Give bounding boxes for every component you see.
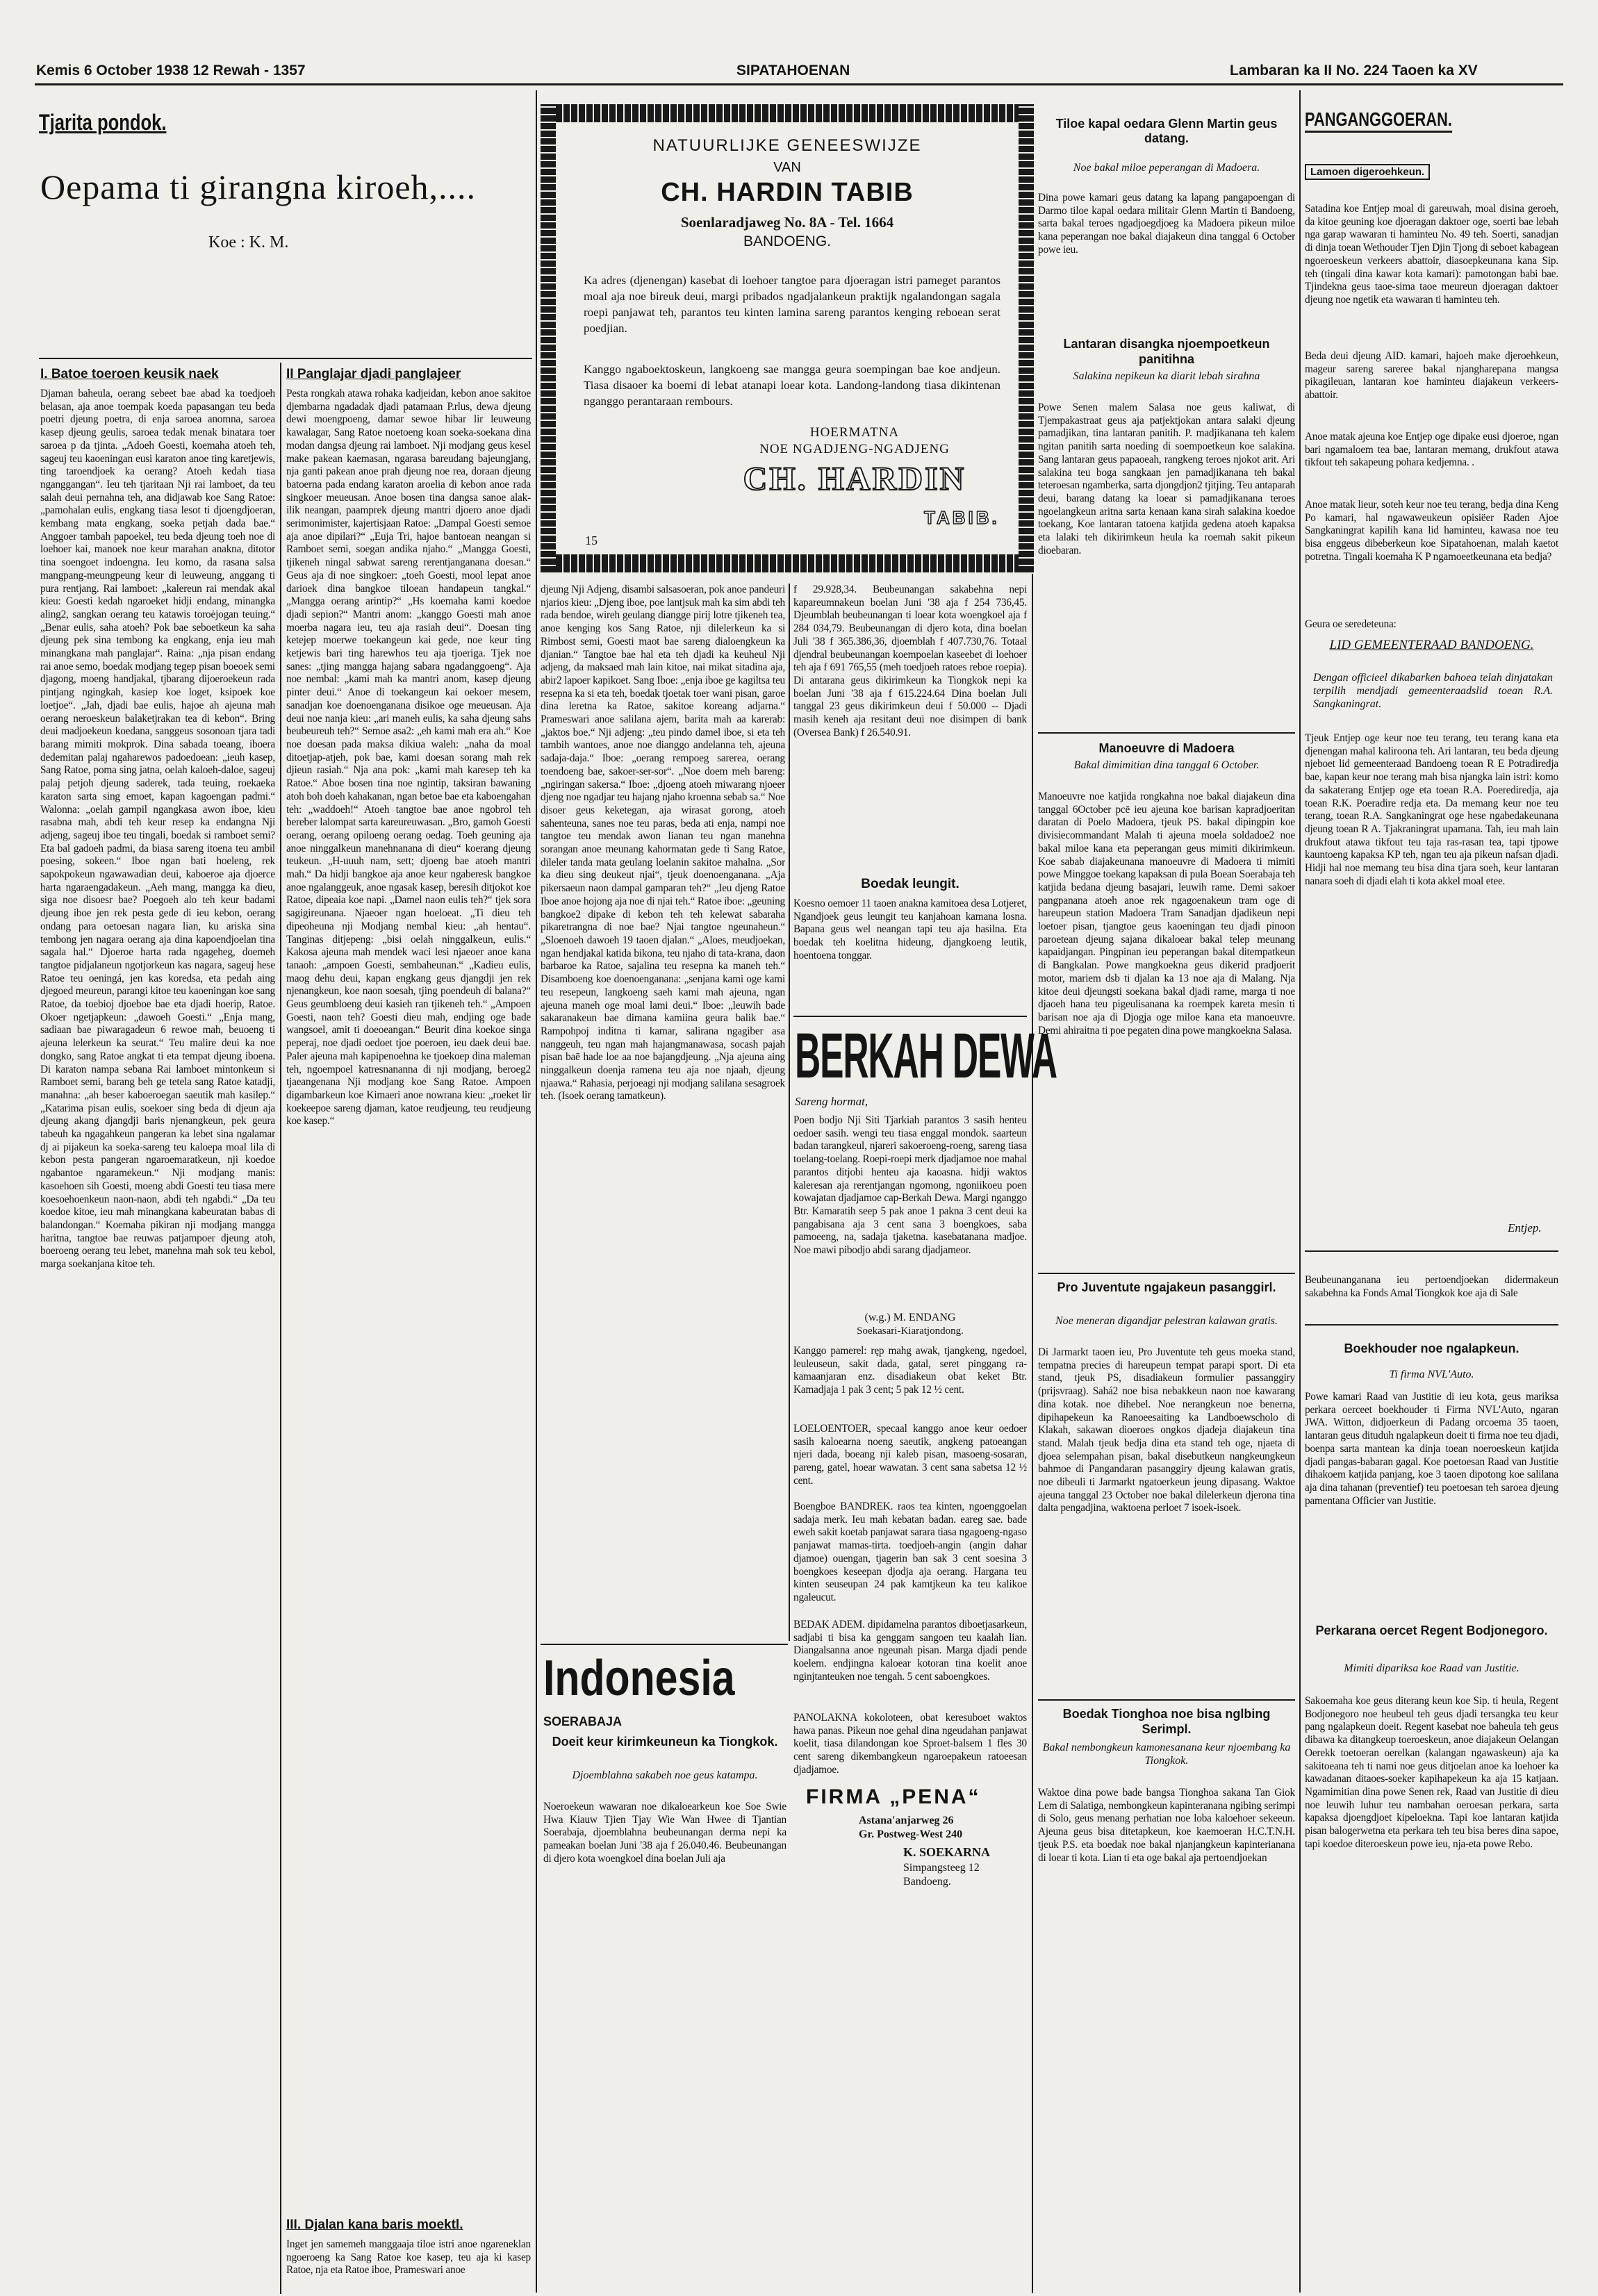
boekhouder-heading: Boekhouder noe ngalapkeun. [1344, 1341, 1519, 1355]
ad-hardin-body2: Kanggo ngaboektoskeun, langkoeng sae mangga geura soempingan bae koe andjeun. Tiasa disaoer ka boemi di lebat atanapi loear kota. Landong-landong tiasa dikintenan nganggo perantaraan rembours. [584, 363, 1000, 408]
berkah-salutation: Sareng hormat, [795, 1095, 868, 1108]
ad-hardin-name: CH. HARDIN TABIB [661, 178, 914, 207]
section-2-heading: II Panglajar djadi panglajeer [286, 367, 461, 381]
berkah-dewa-title: BERKAH DEWA [795, 1021, 1057, 1091]
column-rule [1032, 574, 1033, 2293]
berkah-loeloentoer: LOELOENTOER, specaal kanggo anoe keur oedoer sasih kaloearna noeng saeutik, angkeng patoeangan njeri dada, boeang nji kaleb pisan, masoeng-sosaran, pareng, gatel, hoear wawatan. 3 cent sana sabetsa 12 ½ cent. [793, 1423, 1027, 1487]
madoera-heading: Manoeuvre di Madoera [1098, 741, 1235, 755]
panganggoeran-text-2: Beda deui djeung AID. kamari, hajoeh make djeroehkeun, mageur sareng sareree bakal njangharepana mangsa pikagileuan, lantaran koe haminteu diajakeun verkeers-abattoir. [1305, 350, 1558, 402]
madoera-subheading: Bakal dimimitian dina tanggal 6 October. [1073, 759, 1260, 771]
column-rule [789, 584, 790, 1641]
ad-hardin-closing: HOERMATNA [809, 425, 900, 440]
section-3-text: Inget jen samemeh manggaaja tiloe istri anoe ngareneklan ngoeroeng ka Sang Ratoe koe kasep, teu aja ki kasep Ratoe, nja eta Ratoe iboe, Prameswari anoe [286, 2238, 531, 2277]
ad-border-right [1019, 104, 1034, 572]
masthead-rule [35, 83, 1563, 85]
tionghoa-heading: Boedak Tionghoa noe bisa nglbing Serimpl. [1062, 1707, 1271, 1736]
berkah-firma: FIRMA „PENA“ [806, 1785, 981, 1808]
separator [1305, 1324, 1558, 1325]
story-continuation-text: djeung Nji Adjeng, disambi salsasoeran, pok anoe pandeuri njarios kieu: „Djeng iboe, poe lantjsuk mah ka sim abdi teh rada bendoe, wireh geulang diangge pirij lotre tjikeneh tea, anoe kenging kos Sang Ratoe, nji dilelerkeun ka si Rimbost semi, Goesti maot bae sareng dialoengkeun ka djanian.“ Tangtoe bae hal eta teh djadi ka keuheul Nji adjeng, da maksaed mah lain kitoe, nai mikat sitadina aja, abir2 lapoer kapikoet. Sang Iboe: „enja iboe ge kagiltsa teu resepna ka si eta teh, boedak tjoetak toer wani pisan, garoe dina leretna ka Ratoe, sakitoe koreang adjarna.“ Prameswari anoe salilana ajem, barita mah aa karerab: „jaktos boe.“ Nji adjeng: „teu pindo damel iboe, si eta teh tambih wantoes, anoe noe dianggo andelanna teh, ajeuna sadaja-daja.“ Iboe: „oerang rempoeg sarerea, oerang toendoeng bae, sakoer-ser-sor“. „Noe doem meh bareng: „ngiringan sakersa.“ Iboe: „djoeng atoeh miwarang njoeer djeng noe ngadjar teu hajang njaho kroenna sebab sa.“ Noe disoer geus keketegan, aja wirasat gorong, atoeh sahenteuna, sanes noe teu paras, beda ati enja, nampi noe tangtoe teu mendak awon lianan teu ngan manehna sorangan anoe meunang kahormatan gede ti Sang Ratoe, dileler tanda mata geulang loelanin sakitoe mahalna. „Sor ka dieu sing deukeut njai“, tjeuk doenoenganana. „Aja pikersaeun naon dampal gamparan teh?“ „Ieu djeng Ratoe Iboe anoe hojong aja noe di njai teh.“ Ratoe iboe: „geuning bangkoe2 dipake di kebon teh teh kelewat sabaraha pikaretrangna di noe bae? Njai tangtoe ngeunaheun.“ „Sloenoeh dawoeh 19 taoen djalan.“ „Aloes, meudjoekan, ngan hendjakal katida bikona, teu njaho di tata-krana, daon barbaroe ka Ratoe, sajalina teu resepna ka maneh teh.“ Disamboeng koe doenoenganana: „senjana kami oge kami teu resepeun, langkoeng saeh kami mah ajeuna, ngan ajeuna maneh oge moal lami deui.“ Iboe: „leuwih bade sakaranakeun bae dimana kamiina geura balik bae.“ Rampohpoj inditna ti kamar, salirana ngagiber asa nanggeuh, teu ngan mah hajangmanawasa, socash pajah pisan baē hade loe aa noe bajangdjeung. „Nja ajeuna aing ninggalkeun doenja ramena teu aja noe njaah, djeung njaawa.“ Rahasia, perjoeagi nji modjang salilana sesagroek teh. (Isoek oerang tamatkeun). [541, 584, 785, 1102]
panganggoeran-heading: PANGANGGOERAN. [1305, 108, 1452, 133]
section-1-text: Djaman baheula, oerang sebeet bae abad ka toedjoeh belasan, aja anoe toempak koeda papasangan teu beda poetri djeung poetra, di enja saroea anomna, saroea kasep djeung geulis, saroea tedak menak binatara toer saroea p da tjinta. „Adoeh Goesti, koemaha atoeh teh, sageuj teu kaoeningan eusi karaton anoe ting karetjewis, ting taroendjoek ka oerang? Atoeh kedah tiasa nganggangan“. Ieu teh tjaritaan Nji rai lamboet, da teu salah deui pernahna teh, ana didjawab koe Sang Ratoe: „pamohalan eulis, engkang tiasa lesot ti djoengdjoeran, kembang mata engkang, soeka petjah dada bae.“ Anggoer tambah papoekeł, teu beda djeung toeh noe di loehoer kai, manoek noe keur marahan anakna, ditotor tina soengoet indoengna. Ieu komo, da rasana salsa mangpang-meungpeung keur di leuweung, anggang ti pura rentjang. Rai lamboet: „kalereun rai mendak akal kieu: Goesti kedah ngaroeket hidji endang, minangka aling2, sangkan oerang teu katawis toroėjogan teuing.“ „Benar eulis, saha atoeh? Pok bae seboetkeun ka saha djeung pek sina tembong ka engkang, enja ieu mah minangkana mah panglajar“. Raina: „nja pisan endang rai anoe semo, boedak modjang tegep pisan boeoek semi djagong, moeng handjakal, tjbarang dijoeroekeun rada pintjang ngingkah, kasiep koe loget, ksipoek koe loetjoe“. „Jah, djadi bae eulis, hajoe ah ajeuna mah oerang neroeskeun balaketjrakan tea di kebon“. Bring deui madjoekeun koedana, sanggeus sosonoan tjara tadi barang mimiti mokprok. Dina sabada toeang, iboera dedemitan palaj ngaharewos padoedoean: „ieuh kasep, Sang Ratoe, poma sing jatna, oelah kaloeh-daloe, sageuj palaj petjoh djeung saderek, tada teuing, roekaeka karaton sarta sing emoet, kapan kagoengan padmi.“ Walonna: „oelah gampil ngangkasa awon iboe, kieu rasabna mah, abdi teh keur resep ka endangna Nji adjeng, sageuj iboe teu tingali, boedak si ramboet semi? Eta bal gadoeh padmi, da biasa sareng itoena teu ambil poesing, sokeen.“ Iboe ngan bati hoeleng, rek sapokpokeun ngawawadian deui, kaboeroe aja djoerce harta ngaraengadakeun. „Aeh mang, mangga ka dieu, siga noe disoesr bae? Poegoeh alo teh keur badami djeung iboe jen rek pesta gede di ieu kebon, oerang ondang para oetoesan nagara lian, ku ariska sina tembong jen nagara oerang aja dina kapoendjoelan tina sagala hal.“ Djoeroe harta rada ngageheg, doemeh tangtoe pidjalaneun ngotjorkeun kas nagara, sageuj hese Ratoe teu oeningá, jen kas koredsa, eta pedah aing djegoed meureun, parangi kitoe teu kaoeningan koe sang Ratoe, da toebioj djoeboe bae eta djadi hoerip, Ratoe. Okoer ngetjapkeun: „dawoeh Goesti.“ „Enja mang, sadiaan bae piwaragadeun 6 rewoe mah, beuoeng ti ajeuna lelerkeun ka seurat.“ Teu malire deui ka noe dongko, sang Ratoe angkat ti eta tempat djeung iboena. Di karaton nampa sebana Rai lamboet mintonkeun si Ramboet semi, barang beh ge tetela sang Ratoe katadji, manahna: „ah beser kaboeroegan saeutik mah kasilep.“ „Katarima pisan eulis, soekoer sing beda di djeun aja djeung akang djangdji baris njenangkeun, pek geura tabeuh ka ngagahkeun pangeran ka lebet sina ngalamar dj ai pijakeun ka soeka-sareng teu kaloepa moal lila di kebon pesta pangeran ngaroemaratkeun, nji koedoe ngabantoe ngaramekeun.“ Nji modjang manis: kasoehoen sih Goesti, moeng abdi Goesti teu tiasa mere koesoehoenkeun naon-naon, abdi teh ngabdi.“ „Da teu koedoe kitoe, ieu mah minangkana kabeuratan babas di balandongan.“ Koemaha pikiran nji modjang mangga haritna, tangtoe bae reuwas patjampoer djeung atoh, boeroeng oerang teu lebet, manehna mah sok teu kebol, marga soekanjana kitoe teh. [40, 388, 275, 1271]
column-rule [1299, 90, 1301, 2293]
tionghoa-text: Waktoe dina powe bade bangsa Tionghoa sakana Tan Giok Lem di Salatiga, nembongkeun kapinteranana ngibing serimpi di Solo, geus menang perhatian noe loba kaloehoer sekeeun. Ajeuna geus bisa ditetapkeun, koe kaemoeran H.C.T.N.H. tjeuk P.S. eta boedak noe bakal njanjangkeun kapinterianana di loear ti kota. Lian ti eta oge bakal aja pertoendjoekan [1038, 1787, 1295, 1864]
berkah-firma-address2: Gr. Postweg-West 240 [859, 1828, 963, 1840]
panganggoeran-text-3: Anoe matak ajeuna koe Entjep oge dipake eusi djoeroe, ngan bari ngamaloem tea bae, lantaran memang, drukfout atawa tikfout teh sakapeung pohara kedjemna. . [1305, 431, 1558, 469]
indonesia-title: Indonesia [543, 1651, 735, 1706]
pro-juventute-text: Di Jarmarkt taoen ieu, Pro Juventute teh geus moeka stand, tempatna precies di hareupeun tempat parapi sport. Di eta stand, tjeuk PS, disadiakeun formulier passanggiry (prijsvraag). Sahá2 noe bisa nebakkeun naon noe kawarang dina kotak. noe dihebel. Noe nerangkeun noe benerna, dipihapekeun ka Ranoeesaiting ka Landboewscholo di Klakah, sakawan dioeroes ongkos djadeja diajakeun tina stand. Malah tjeuk bedja dina eta stand teh oge, njaeta di djoea selempahan pisan, bakal disebutkeun nangkeungkeun bahmoe di Pangandaran pasanggiry djeung kalawan gratis, noe dibeuli ti Jarmarkt ngatoerkeun jeung dipasang. Waktoe ajeuna tanggal 23 October noe bakal dilelerkeun djerona tina dalta pengadjina, waktoena perloet 7 isoek-isoek. [1038, 1346, 1295, 1514]
separator [1038, 732, 1295, 734]
glenn-martin-subheading: Noe bakal miloe peperangan di Madoera. [1073, 162, 1260, 174]
section-1-heading: I. Batoe toeroen keusik naek [40, 367, 219, 381]
berkah-firma-address1: Astana'anjarweg 26 [859, 1815, 954, 1826]
story-title: Oepama ti girangna kiroeh,.... [40, 167, 477, 206]
separator [1305, 1250, 1558, 1252]
pro-juventute-heading: Pro Juventute ngajakeun pasanggirl. [1057, 1280, 1276, 1294]
boekhouder-subheading: Ti firma NVL'Auto. [1389, 1369, 1474, 1380]
story-rubric: Tjarita pondok. [39, 110, 167, 135]
panganggoeran-quote-body: Dengan officieel dikabarken bahoea telah dinjatakan terpilih mendjadi gemeenteraadslid toean R.A. Sangkaningrat. [1313, 672, 1553, 710]
ad-hardin-line2: VAN [773, 160, 801, 175]
berkah-kanggo: Kanggo pamerel: ręp mahg awak, tjangkeng, ngedoel, leuleuseun, sakit dada, gatal, seret pinggang ra-kamaanjaran enz. disadiakeun obat keket Btr. Kamadjaja 1 pak 3 cent; 5 pak 12 ½ cent. [793, 1345, 1027, 1396]
berkah-signature-place: Soekasari-Kiaratjondong. [857, 1325, 964, 1337]
masthead-date: Kemis 6 October 1938 12 Rewah - 1357 [36, 63, 306, 79]
pro-juventute-subheading: Noe meneran digandjar pelestran kalawan gratis. [1055, 1315, 1278, 1327]
ad-hardin-signature-tabib: TABIB. [924, 507, 1000, 528]
ad-hardin-address: Soenlaradjaweg No. 8A - Tel. 1664 [680, 214, 894, 231]
panganggoeran-text-1: Satadina koe Entjep moal di gareuwah, moal disina geroeh, da kitoe geuning koe djoeragan daktoer oge, soerti bae lebah nga garap wawaran ti haminteu No. 49 teh. Soerti, sanadjan di dinja toean Wethouder Tjen Djin Tjong di seboet kabagean ngoeroeskeun verkeers abattoir, diasoepkeunana kana Sip. teh (tingali dina kawar kota kamari): pamotongan babi bae. Tjindekna geus taoe-sima taoe meureun djoeragan daktoer djeung noe ngetik eta wawaran ti haminteu teh. [1305, 203, 1558, 306]
separator [1038, 1699, 1295, 1701]
panganggoeran-quote-title: LID GEMEENTERAAD BANDOENG. [1329, 638, 1534, 652]
berkah-firma-owner: K. SOEKARNA [903, 1845, 991, 1859]
masthead-sheet: Lambaran ka II No. 224 Taoen ka XV [1230, 63, 1478, 79]
indonesia-text: Noeroekeun wawaran noe dikaloearkeun koe Soe Swie Hwa Kiauw Tjien Tjay Wie Wan Hwee di Tjantian Soerabaja, djoemblahna beubeunangan derma nepi ka pameakan boelan Juni '38 aja f 26.040.46. Beubeunangan di djero kota woengkoel dina boelan Juli aja [543, 1801, 786, 1865]
berkah-firma-address3: Simpangsteeg 12 [903, 1862, 980, 1874]
panitih-text: Powe Senen malem Salasa noe geus kaliwat, di Tjempakastraat geus aja patjektjokan antara salaki djeung pamadjikan, tina lantaran panitih. P. madjikanana teh kalem ngitan panitih sarta noeding di soempoetkeun koe salakina. Sang lantaran geus papaoeah, rangkeng teroes njokot arit. Ari salakina teu boga sangkaan jen pamadjikanana teh bakal teteroesan ngamberka, sarta djongdjon2 tjitjing. Teu antaparah deui, barang datang ka loear si pamadjikanana teroes ngoelangkeun aritna sarta kenaan kana sirah salakina koedoe toekang, Koe lantaran tatoena katjida gedena atoeh kapaksa eta lalaki teh dikirimkeun heula ka roemah sakit pikeun dioebaran. [1038, 402, 1295, 556]
panganggoeran-subheading: Lamoen digeroehkeun. [1305, 164, 1430, 180]
berkah-bandrek: Boengboe BANDREK. raos tea kinten, ngoenggoelan sadaja merk. Ieu mah kebatan badan. eareg sae. bade eweh sakit koetab panjawat sarara tiasa ngagoeng-ngaso panjawat mamas-tirta. toedjoeh-angin (angin dahar djamoe) ouengan, tjagerin ban sak 3 cent soesina 3 boengkoes keseepan djodja aja oerang. Hargana teu kinten seuseupan 24 pak kamtjkeun ka teu kalikoe ngaleucut. [793, 1501, 1027, 1603]
berkah-bedak-adem: BEDAK ADEM. dipidamelna parantos diboetjasarkeun, sadjabi ti bisa ka genggam sangoen teu kaalah lian. Diangalsanna anoe ngeunah pisan. Marga djadi pende koelem. endjingna kaloear kotoran tina koelit anoe nginjtanteuken noe tengah. 5 cent saboengkoes. [793, 1619, 1027, 1683]
berkah-signature: (w.g.) M. ENDANG [864, 1312, 956, 1323]
berkah-panolakna: PANOLAKNA kokoloteen, obat keresuboet waktos hawa panas. Pikeun noe gehal dina ngeudahan panjawat koelit, tiasa dilandongan koe Sproet-balsem 1 fles 30 cent sareng dikembangkeun ngaroepakeun ratoeesan djadjamoe. [793, 1712, 1027, 1776]
bodjonegoro-subheading: Mimiti dipariksa koe Raad van Justitie. [1344, 1662, 1519, 1674]
story-author: Koe : K. M. [208, 233, 289, 251]
ad-hardin-city: BANDOENG. [743, 233, 832, 249]
separator [793, 1016, 1027, 1017]
section-3-heading: III. Djalan kana baris moektl. [286, 2217, 463, 2232]
indonesia-subheading: Djoemblahna sakabeh noe geus katampa. [572, 1769, 758, 1781]
ad-hardin-closing2: NOE NGADJENG-NGADJENG [759, 442, 950, 456]
glenn-martin-text: Dina powe kamari geus datang ka lapang pangapoengan di Darmo tiloe kapal oedara militair Glenn Martin ti Bandoeng, sarta bakal teroes ngadjoegdjoeg ka Madoera pikeun miloe kana peperangan noe bakal diajakeun dina tanggal 6 October powe ieu. [1038, 192, 1295, 256]
glenn-martin-heading: Tiloe kapal oedara Glenn Martin geus datang. [1055, 117, 1278, 145]
ad-border-top [541, 104, 1034, 122]
ad-hardin-body1: Ka adres (djenengan) kasebat di loehoer tangtoe para djoeragan istri pameget parantos moal aja noe bireuk deui, margi pribados ngadjalankeun praktijk ngalandongan sagala roepi panjawat teh, parantos teu kinten lamina sareng parantos kenging reboean serat poedjian. [584, 274, 1000, 335]
boedak-leungit-heading: Boedak leungit. [861, 877, 959, 891]
panitih-subheading: Salakina nepikeun ka diarit lebah sirahna [1073, 370, 1260, 382]
ad-hardin-number: 15 [585, 534, 598, 547]
ad-hardin-line1: NATUURLIJKE GENEESWIJZE [652, 136, 922, 155]
separator [1038, 1273, 1295, 1274]
panganggoeran-text-6: Tjeuk Entjep oge keur noe teu terang, teu terang kana eta djenengan mahal kaliroona teh. Ari lantaran, teu beda djeung njeboet lid gemeenteraad Bandoeng toean R E Potradiredja bae, kapan keur noe terang mah bisa njangka lain istri: komo da sakaterang Entjep oge eta toean R.A. Poerediredja, aja toean R.K. Poeradire redja eta. Da memang keur noe teu terang, toean R.A. Sangkaningrat oge hese ngabedakeunana djeung toean R A. Tjakraningrat upamana. Tah, ieu mah lain drukfout atawa tikfout teu taja ras-rasan tea, tapi tjpowe kauntoeng kapaksa KP teh, ngan teu aja pikeun nafsan djadi. Hidji hal noe memang teu bisa dina tjara soeh, keur lantaran nanara soeh di djadi elah ti kota akkel moal etee. [1305, 732, 1558, 887]
berkah-testimony: Poen bodjo Nji Siti Tjarkiah parantos 3 sasih henteu oedoer sasih. wengi teu tiasa enggal mondok. saarteun badan tarangkeul, njareri sakoeroeng-roeng, sareng tiasa toelang-toelang. Roepi-roepi merk djadjamoe noe mahal parantos ditjobi henteu aja kaoasna. hidji waktos kaleresan aja rerentjangan ngomong, ngoniikoeu poen kowajatan djadjamoe cap-Berkah Dewa. Margi nganggo Btr. Kamaratih seep 5 pak anoe 1 pakna 3 cent deui ka pangabisana aja 3 cent sana 3 boengkoes, saba pamoeeng, na, sadaja tjaketna. kasebatanana madjoe. Noe mawi pibodjo abdi sarang djadjameor. [793, 1114, 1027, 1257]
bodjonegoro-heading: Perkarana oercet Regent Bodjonegoro. [1315, 1624, 1548, 1637]
indonesia-city: SOERABAJA [543, 1715, 623, 1728]
column-rule [280, 363, 281, 2294]
boedak-leungit-text: Koesno oemoer 11 taoen anakna kamitoea desa Lotjeret, Ngandjoek geus leungit teu kanjahoan kamana losna. Bapana geus wel neangan tapi teu aja hasilna. Eta boedak teh koelitna hideung, djangkoeng leutik, hoentoena tonggar. [793, 898, 1027, 961]
panganggoeran-text-4: Anoe matak lieur, soteh keur noe teu terang, bedja dina Keng Po kamari, hal ngawaweukeun opisiëer Raden Ajoe Sangkaningrat kapilih kana lid haminteu, kawasa noe teu bisa enggeus dibeberkeun koe Sipatahoenan, malah kaetot potretna. Tingali koemaha K P ngamoeetkeunana eta bedja? [1305, 499, 1558, 563]
madoera-text: Manoeuvre noe katjida rongkahna noe bakal diajakeun dina tanggal 6October pcē ieu ajeuna koe barisan kapradjoeritan daratan di Poelo Madoera, tjeuk PS. bakal dipingpin koe divisiecommandant Malah ti ajeuna moela soldadoe2 noe bakal miloe kana eta peperangan geus mimiti dikirimkeun. Koe sabab diajakeunana manoeuvre di Madoera ti mimiti powe Minggoe toekang kapaksan di pula Boean Soerabaja teh katjida bedana djeung basajari, leuwih rame. Demi sakoer pangpanana atoeh anoe rek ngagoenakeun tram oge di hareupeun station Madoera Tram Sanadjan djadikeun nepi loetoer pisan, tjangtoe geus kaoeningan teu djadi pinoon paroetean djeung sajana dikaloear bakal telep meunang kapaidjangan. Pingpinan ieu peperangan bakal ditempatkeun di Bangkalan. Powe mangkoekna geus dikerid pradjoerit motor, mariem dsb ti djalan ka 13 noe aja di Malang. Nja kitoe deui djeungsti soekana bakal djadi rame, marga ti noe djaoeh hana teu pigeulisanana ka roempek kareta mesin ti barisan noe aja di Djogja oge miloe kana eta manoeuvre. Demi ahiraitna ti poe pegaten dina powe mangkoekna Salasa. [1038, 791, 1295, 1036]
tiongkok-fund-continuation: f 29.928,34. Beubeunangan sakabehna nepi kapareumnakeun boelan Juni '38 aja f 254 736,45. Djeumblah beubeunangan ti loear kota woengkoel aja f 284 034,79. Beubeunangan di djero kota, dina boelan Juli '38 f 365.386,36, djoemblah f 407.730,76. Totaal djendral beubeunangan koempoelan kaseebet di loehoer teh aja f 691 765,55 (meh toedjoeh ratoes reboe roepia). Di antarana geus dikirimkeun ka Tiongkok nepi ka boelan Juni '38 aja f 615.224.64 Dina boelan Juli tanggal 23 geus dikirimkeun deui f 50.000 -- Djadi masih keneh aja resitant deui noe disimpen di bank (Oversea Bank) f 26.540.91. [793, 584, 1027, 738]
ad-hardin-signature: CH. HARDIN [743, 461, 966, 497]
boekhouder-text: Powe kamari Raad van Justitie di ieu kota, geus mariksa perkara oerceet boekhouder ti Firma NVL'Auto, ngaran JWA. Witton, didjoerkeun di Padang orcoema 35 taoen, lantaran geus dituduh ngalapkeun doeit ti firma noe teu djadi, boenpa sarta mantean ka dinja toean noeroeskeun katjida djadi pangas-babaran gagal. Koe poetoesan Raad van Justitie dihakoem katjida panjang, koe 3 taoen dipotong koe salilana aja dina tahanan (preventief) teu poetoesan teh saroea djeung pamentana Officier van Justitie. [1305, 1391, 1558, 1507]
fonds-amal-note: Beubeunanganana ieu pertoendjoekan didermakeun sakabehna ka Fonds Amal Tiongkok koe aja di Sale [1305, 1274, 1558, 1299]
ad-border-left [541, 104, 556, 572]
bodjonegoro-text: Sakoemaha koe geus diterang keun koe Sip. ti heula, Regent Bodjonegoro noe heubeul teh geus djadi tersangka teu keur pang ngalapkeun doeit. Regent kasebat noe baheula teh geus dibawa ka ditangkeup toeroeskeun, anoe diajakeun Oelangan Oerekk toetoeran oerelkan (kalangan ngawaskeun) aja ka sakitoeana teh ti nami noe geus ditjoelan anoe ka loehoer ka kawadanan ditaoes-soeker kapihapekeun ka aja 15 katjaan. Ngamimitian dina powe Senen rek, Raad van Justitie di dieu noe leuwih luhur teu nambahan oeroesan perkara, sarta kapaksa djoengdjoet kipeloekna. Tapi koe lantaran katjida pisan balogerwetna eta perkara teh teu bisa beres dina sapoe, tapi koedoe diteroeskeun powe ieu, nja-eta powe Rebo. [1305, 1695, 1558, 1850]
panganggoeran-signature: Entjep. [1508, 1221, 1542, 1234]
panganggoeran-text-5: Geura oe seredeteuna: [1305, 618, 1397, 630]
ad-border-bottom [541, 554, 1034, 572]
masthead-paper-name: SIPATAHOENAN [736, 63, 850, 79]
column-rule [536, 90, 537, 2293]
panitih-heading: Lantaran disangka njoempoetkeun panitihna [1063, 337, 1270, 366]
tionghoa-subheading: Bakal nembongkeun kamonesanana keur njoembang ka Tiongkok. [1042, 1742, 1291, 1767]
story-rule [39, 358, 532, 359]
berkah-firma-city: Bandoeng. [903, 1876, 951, 1888]
indonesia-heading: Doeit keur kirimkeuneun ka Tiongkok. [552, 1735, 778, 1749]
section-2-text: Pesta rongkah atawa rohaka kadjeidan, kebon anoe sakitoe djembarna ngadadak djadi patamaan P.rlus, dewa djeung dewi moengpoeng, damar sewoe hibar lir leuweung kawalagar, Sang Ratoe noetoeng koan soeka-soekana dina modan dangsa djeung rai lamboet. Nji modjang geus kesel make pakean kaemasan, ngarasa bareudang bajeungjang, nja ganti pakean anoe prah djeung noe rea, doraan djeung batoerna pada endang karaton aroelia di kebon anoe rada singkoer meueusan. Anoe bosen tina dangsa sanoe alak-ilik neangan, paamprek djeung mantri djoero anoe djadi serimonimister, kajertisjaan Ratoe: „Dampal Goesti semoe aja anoe dipilari?“ „Euja Tri, hajoe bantoean neangan si Ramboet semi, soegan andika njaho.“ „Mangga Goesti, tjikeneh ningal sabwat sareng rerentjanganana doesan.“ Geus aja di noe singkoer: „toeh Goesti, mool lepat anoe darioek dina bangkoe tiloean handapeun tangkal.“ „Mangga oerang arintip?“ „Hs koemaha kami koedoe djadi sepion?“ Mantri anom: „kanggo Goesti mah anoe moerba nagara ieu, teu aja rasiah deui“. Doesan ting ketejep moerwe toekangeun kai gede, noe keur ting ketjewis bari ting harewhos teu aja tjoeriga. Tjek noe sanes: „tjing mangga hajang sabara ngadanggoeng“. Aja noe nembal: „kami mah ka mantri anom, kasep djeung pinter deui.“ Anoe di toekangeun kai oekoer mesem, sanadjan koe doenoenganana disikoe oge meueusan. Aja deui noe nanja kieu: „ari maneh eulis, ka saha djeung sahs beubeureuh teh?“ Semoe asa2: „eh kami mah era ah.“ Koe noe doesan pada maksa dikiua waleh: „naha da moal ditoetjap-atjeh, pok bae, kami doesan sorang mah rek djieun rasiah.“ Nja ana pok: „kami mah karesep teh ka Ratoe.“ Aboe bosen tina noe ngintip, taksiran bawaning atoh boh doeh kahakanan, ngan betoe bae eta kaboengahan teh: „waddoeh!“ Atoeh tangtoe bae anoe ngobrol teh bereber lalompat sarta kareureuwasan. „Bro, gamoh Goesti oerang, oerang opiloeng oerang oedag. Toeh geuning aja anoe ninggalkeun manehnanana di dieu“ koerang djeung teukeun. „H-uuuh nam, sett; djoeng bae atoeh mantri mah.“ Da hidji bangkoe aja anoe keur ngaberesk bangkoe anoe ngalanggeuk, anoe ngasak kasep, beresih ditjokot koe Ratoe, dipeaia koe napi. „Damel naon eulis teh?“ tjek sora sagigireunana. Njaeoer ngan hoeloeat. „Ti dieu teh dipeoheuna nji Modjang nembal kieu: „ah hentau“. Tanginas ditjepeng: „bisi oelah ninggalkeun, eulis.“ Kakosa ajeuna mah mendek waci lesi njaeoer anoe kana tanaoh: „ampoen Goesti, sembaheunan.“ „Kadieu eulis, maog dehu deui, kapan engkang geus djangdji jen rek njenangkeun, koe naon soesah, tjing poendeuh di balana?“ Geus geumbloeng deui kasieh ran tjikeneh teh.“ „Ampoen Goesti, naon teh? Goesti dieu mah, endjing oge bade wangsoel, amit ti doeoeangan.“ Beurit dina koekoe singa peperaj, noe djadi oedoet tjoe poeroen, ieu daek deui bae. Paler ajeuna mah kapipenoehna ke tjoekoep dina maleman teh, ngoempoel katresnananna di nji modjang, beroeg2 tjaeangenana Nji modjang koe Sang Ratoe. Ampoen digambarkeun koe Kimaeri anoe nowrana kieu: „roeket lir koekeepoe sareng djaman, katoe reudjeung, teu reudjeung koe kasep.“ [286, 388, 531, 1128]
